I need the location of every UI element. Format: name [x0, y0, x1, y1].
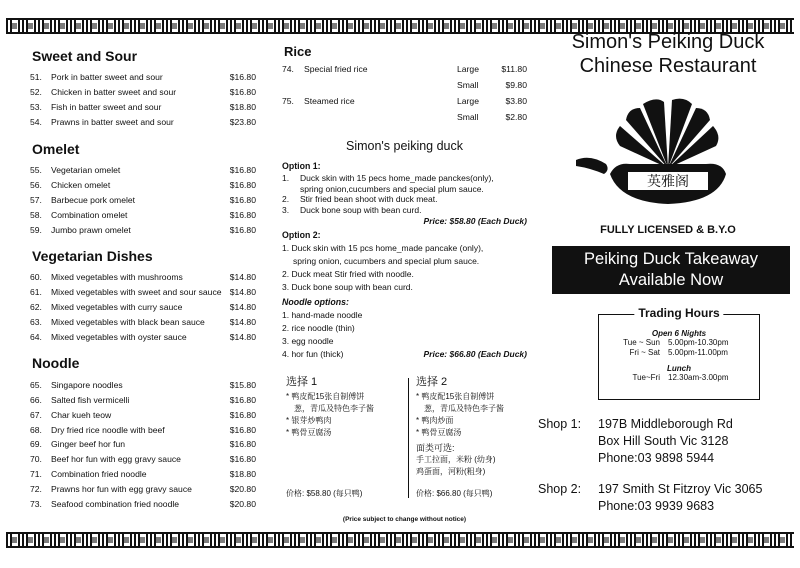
- shop2-address: [538, 481, 798, 515]
- rice-price: $11.80: [501, 64, 527, 74]
- menu-item-name: Fish in batter sweet and sour: [51, 102, 162, 113]
- menu-item: [30, 163, 256, 178]
- menu-item-num: 53.: [30, 102, 42, 113]
- menu-item-name: Prawns hor fun with egg gravy sauce: [51, 484, 192, 495]
- menu-item-price: $16.80: [229, 165, 256, 175]
- restaurant-info-column: [538, 30, 798, 515]
- cn-noodle-line1: 手工拉面，米粉 (幼身): [416, 455, 496, 464]
- menu-item-price: $14.80: [229, 272, 256, 283]
- cn-option1-line2: * 银芽炒鸭肉: [286, 416, 332, 425]
- menu-item-num: 72.: [30, 484, 42, 495]
- option1-line1: 1. Duck skin with 15 pecs home_made panckes(only),: [282, 173, 494, 183]
- menu-item-price: $16.80: [229, 394, 256, 405]
- menu-item-name: Mixed vegetables with black bean sauce: [51, 317, 205, 328]
- menu-item-price: $14.80: [229, 332, 256, 343]
- rice-price: $9.80: [505, 80, 527, 90]
- menu-item: [30, 392, 256, 407]
- cn-option2-line2: * 鸭肉炒面: [416, 416, 454, 425]
- menu-item-num: 51.: [30, 72, 42, 83]
- cn-option1-line3: * 鸭骨豆腐汤: [286, 428, 332, 437]
- chinese-divider: [408, 378, 409, 498]
- cn-noodle-line2: 鸡蛋面，河粉(粗身): [416, 467, 486, 476]
- menu-item-price: $14.80: [229, 302, 256, 313]
- menu-item-name: Prawns in batter sweet and sour: [51, 117, 174, 128]
- trading-hours-title: Trading Hours: [634, 306, 723, 320]
- menu-item: [30, 100, 256, 115]
- section-title-omelet: Omelet: [32, 140, 80, 157]
- rice-name: Steamed rice: [304, 96, 355, 106]
- menu-item-price: $18.80: [229, 469, 256, 480]
- menu-item-num: 70.: [30, 454, 42, 465]
- menu-item: [30, 377, 256, 392]
- menu-item-name: Ginger beef hor fun: [51, 439, 126, 450]
- cn-option2-line1b: 葱，青瓜及特色李子酱: [424, 404, 504, 413]
- takeaway-line1: Peiking Duck Takeaway: [584, 250, 758, 268]
- hours-row-3: Tue~Fri 12.30am-3.00pm: [632, 373, 729, 382]
- cn-option1-heading: 选择 1: [286, 376, 318, 388]
- menu-item-price: $16.80: [229, 454, 256, 465]
- hours-row-2: Fri ~ Sat 5.00pm-11.00pm: [629, 348, 728, 357]
- restaurant-name-line2: Chinese Restaurant: [579, 55, 757, 77]
- menu-item: [30, 192, 256, 207]
- option2-line3: 3. Duck bone soup with bean curd.: [282, 282, 413, 292]
- trading-hours-box: [598, 306, 760, 400]
- menu-item-price: $18.80: [229, 102, 256, 113]
- shop2-label: Shop 2:: [538, 482, 582, 496]
- menu-item-name: Mixed vegetables with mushrooms: [51, 272, 183, 283]
- menu-item-name: Combination fried noodle: [51, 469, 147, 480]
- menu-item-num: 66.: [30, 394, 42, 405]
- menu-item: [30, 497, 256, 512]
- menu-item-name: Chicken in batter sweet and sour: [51, 87, 177, 98]
- menu-item: [30, 70, 256, 85]
- menu-item-num: 56.: [30, 179, 42, 190]
- menu-item: [30, 285, 256, 300]
- menu-item-num: 52.: [30, 87, 42, 98]
- menu-item-name: Salted fish vermicelli: [51, 394, 130, 405]
- menu-item-num: 54.: [30, 117, 42, 128]
- menu-column-left: [30, 48, 256, 511]
- shop2-line1: 197 Smith St Fitzroy Vic 3065: [598, 482, 763, 496]
- rice-row: [282, 93, 527, 109]
- menu-item-price: $16.80: [229, 224, 256, 235]
- menu-item-name: Singapore noodles: [51, 379, 123, 390]
- menu-item-num: 71.: [30, 469, 42, 480]
- menu-item: [30, 177, 256, 192]
- logo-chinese-text: 英雅阁: [647, 174, 689, 190]
- menu-item: [30, 330, 256, 345]
- menu-item-name: Pork in batter sweet and sour: [51, 72, 163, 83]
- noodle-option-2: 2. rice noodle (thin): [282, 323, 355, 333]
- menu-item: [30, 467, 256, 482]
- menu-item-price: $15.80: [229, 379, 256, 390]
- takeaway-banner: [552, 246, 790, 294]
- shop1-label: Shop 1:: [538, 417, 582, 431]
- cn-option1-price: 价格: $58.80 (每只鸭): [286, 489, 363, 498]
- rice-price: $2.80: [505, 112, 527, 122]
- cn-option1-line1: * 鸭皮配15张自制傅饼: [286, 392, 365, 401]
- decorative-border-bottom: [6, 532, 794, 548]
- menu-item-num: 64.: [30, 332, 42, 343]
- cn-option1-line1b: 葱，青瓜及特色李子酱: [294, 404, 374, 413]
- rice-list: [282, 61, 527, 125]
- menu-item: [30, 115, 256, 130]
- option2-line1: 1. Duck skin with 15 pcs home_made pancake (only),: [282, 243, 484, 253]
- noodle-option-4-row: [282, 348, 527, 361]
- noodle-options-heading: Noodle options:: [282, 297, 349, 307]
- cn-noodle-heading: 面类可选:: [416, 443, 455, 453]
- menu-item-price: $16.80: [229, 87, 256, 98]
- noodle-option-4: 4. hor fun (thick): [282, 349, 344, 359]
- menu-item-name: Mixed vegetables with sweet and sour sauce: [51, 287, 222, 298]
- cn-option2-line1: * 鸭皮配15张自制傅饼: [416, 392, 495, 401]
- menu-item-name: Dry fried rice noodle with beef: [51, 424, 165, 435]
- option2-price: Price: $66.80 (Each Duck): [423, 349, 527, 359]
- hours-row-1: Tue ~ Sun 5.00pm-10.30pm: [623, 338, 729, 347]
- hours-nights-label: Open 6 Nights: [651, 329, 707, 338]
- cn-option2-line3: * 鸭骨豆腐汤: [416, 428, 462, 437]
- shop1-phone: Phone:03 9898 5944: [598, 451, 715, 465]
- menu-item: [30, 207, 256, 222]
- menu-item-num: 73.: [30, 499, 42, 510]
- option1-price: Price: $58.80 (Each Duck): [423, 216, 527, 226]
- menu-item-num: 67.: [30, 409, 42, 420]
- rice-size: Large: [457, 64, 479, 74]
- menu-item-price: $16.80: [229, 194, 256, 205]
- menu-column-middle: [282, 44, 527, 361]
- menu-item-name: Beef hor fun with egg gravy sauce: [51, 454, 181, 465]
- noodle-option-3: 3. egg noodle: [282, 336, 334, 346]
- rice-num: 75.: [282, 96, 294, 106]
- menu-item: [30, 85, 256, 100]
- menu-item: [30, 222, 256, 237]
- menu-item-price: $16.80: [229, 209, 256, 220]
- menu-item-name: Seafood combination fried noodle: [51, 499, 180, 510]
- menu-item-name: Combination omelet: [51, 209, 128, 220]
- menu-item-price: $14.80: [229, 287, 256, 298]
- rice-name: Special fried rice: [304, 64, 368, 74]
- menu-item-name: Barbecue pork omelet: [51, 194, 136, 205]
- hours-lunch-label: Lunch: [667, 364, 691, 373]
- menu-item-price: $14.80: [229, 317, 256, 328]
- rice-size: Small: [457, 112, 479, 122]
- omelet-list: [30, 163, 256, 237]
- noodle-option-1: 1. hand-made noodle: [282, 310, 363, 320]
- menu-item-num: 63.: [30, 317, 42, 328]
- menu-item: [30, 452, 256, 467]
- menu-item-price: $16.80: [229, 409, 256, 420]
- option2-line1b: spring onion, cucumbers and special plum sauce.: [293, 256, 480, 266]
- menu-item-num: 58.: [30, 209, 42, 220]
- menu-item-name: Chicken omelet: [51, 179, 111, 190]
- cn-option2-heading: 选择 2: [416, 376, 448, 388]
- option1-heading: Option 1:: [282, 161, 321, 171]
- peiking-duck-title: Simon's peiking duck: [345, 139, 464, 153]
- menu-item: [30, 482, 256, 497]
- rice-row: [282, 109, 527, 125]
- menu-item-num: 61.: [30, 287, 42, 298]
- menu-item: [30, 300, 256, 315]
- menu-item-price: $16.80: [229, 72, 256, 83]
- option2-line2: 2. Duck meat Stir fried with noodle.: [282, 269, 414, 279]
- menu-item-name: Mixed vegetables with curry sauce: [51, 302, 183, 313]
- shop1-line2: Box Hill South Vic 3128: [598, 434, 729, 448]
- chinese-option2: [416, 376, 528, 478]
- menu-item-price: $16.80: [229, 439, 256, 450]
- menu-item-num: 68.: [30, 424, 42, 435]
- rice-size: Large: [457, 96, 479, 106]
- menu-item-num: 60.: [30, 272, 42, 283]
- vegetarian-list: [30, 270, 256, 344]
- sweet-sour-list: [30, 70, 256, 130]
- takeaway-line2: Available Now: [618, 271, 724, 289]
- section-title-noodle: Noodle: [32, 355, 80, 372]
- menu-item: [30, 315, 256, 330]
- menu-item-num: 59.: [30, 224, 42, 235]
- noodle-list: [30, 377, 256, 511]
- chinese-option1: [286, 376, 404, 439]
- menu-item-num: 55.: [30, 165, 42, 175]
- menu-item-price: $16.80: [229, 179, 256, 190]
- rice-size: Small: [457, 80, 479, 90]
- shop1-address: [538, 416, 798, 467]
- option2-heading: Option 2:: [282, 230, 321, 240]
- menu-item: [30, 270, 256, 285]
- price-note: (Price subject to change without notice): [342, 516, 467, 523]
- menu-item-price: $20.80: [229, 499, 256, 510]
- licensed-text: FULLY LICENSED & B.Y.O: [600, 224, 736, 236]
- menu-item-price: $20.80: [229, 484, 256, 495]
- menu-item-name: Jumbo prawn omelet: [51, 224, 131, 235]
- menu-item-num: 65.: [30, 379, 42, 390]
- menu-item-name: Char kueh teow: [51, 409, 112, 420]
- rice-row: [282, 77, 527, 93]
- option1-line3: 3. Duck bone soup with bean curd.: [282, 204, 422, 215]
- shop1-line1: 197B Middleborough Rd: [598, 417, 733, 431]
- menu-item-name: Vegetarian omelet: [51, 165, 121, 175]
- rice-row: [282, 61, 527, 77]
- menu-item-num: 57.: [30, 194, 42, 205]
- menu-item-num: 69.: [30, 439, 42, 450]
- shop2-phone: Phone:03 9939 9683: [598, 499, 715, 513]
- option1-line2: 2. Stir fried bean shoot with duck meat.: [282, 194, 438, 204]
- menu-item: [30, 437, 256, 452]
- menu-item-price: $23.80: [229, 117, 256, 128]
- section-title-vegetarian: Vegetarian Dishes: [32, 248, 153, 265]
- section-title-rice: Rice: [284, 44, 312, 59]
- menu-item-price: $16.80: [229, 424, 256, 435]
- rice-num: 74.: [282, 64, 294, 74]
- cn-option2-price: 价格: $66.80 (每只鸭): [416, 489, 493, 498]
- menu-item-num: 62.: [30, 302, 42, 313]
- rice-price: $3.80: [505, 96, 527, 106]
- section-title-sweet-sour: Sweet and Sour: [32, 48, 138, 64]
- restaurant-logo: [568, 90, 768, 210]
- menu-item: [30, 422, 256, 437]
- restaurant-name-line1: Simon's Peiking Duck: [571, 31, 765, 53]
- menu-item: [30, 407, 256, 422]
- option1-line1b: spring onion,cucumbers and special plum sauce.: [300, 183, 484, 194]
- menu-item-name: Mixed vegetables with oyster sauce: [51, 332, 187, 343]
